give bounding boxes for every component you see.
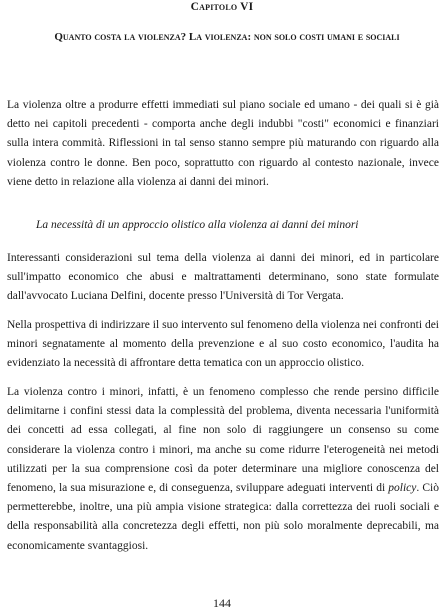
paragraph-second: Interessanti considerazioni sul tema della violenza ai danni dei minori, ed in particolare sull'impatto economico che abusi e maltrattamenti determinano, sono state formulate dall'avvocato Luciana Delfini, docente presso l'Università di Tor Vergata. [7, 252, 439, 303]
paragraph-fourth-part-1: La violenza contro i minori, infatti, è un fenomeno complesso che rende persino difficile delimitarne i confini stessi data la complessità del problema, diventa necessaria l'uniformità dei concetti ad essa collegati, al fine non solo di raggiungere un consenso su come considerare la violenza contro i minori, ma anche su come ridurre l'eterogeneità nei metodi utilizzati per la sua comprensione così da poter determinare una migliore conoscenza del fenomeno, la sua misurazione e, di conseguenza, sviluppare adeguati interventi di [7, 386, 439, 495]
paragraph-intro: La violenza oltre a produrre effetti immediati sul piano sociale ed umano - dei quali si è già detto nei capitoli precedenti - comporta anche degli indubbi "costi" economici e finanziari sulla intera commità. Riflessioni in tal senso stanno sempre più maturando con riguardo alla violenza contro le donne. Ben poco, soprattutto con riguardo al contesto nazionale, invece viene detto in relazione alla violenza ai danni dei minori. [7, 99, 439, 188]
paragraph-fourth-part-2: . Ciò permetterebbe, inoltre, una più ampia visione strategica: dalla correttezza dei ruoli sociali e della responsabilità alla concretezza degli effetti, non più solo moralmente deprecabili, ma economicamente svantaggiosi. [7, 482, 439, 552]
paragraph-fourth-italic-term: policy [388, 482, 417, 495]
page-number: 144 [213, 596, 231, 610]
subsection-heading: La necessità di un approccio olistico alla violenza ai danni dei minori [36, 219, 359, 231]
section-title: Quanto costa la violenza? La violenza: non solo costi umani e sociali [54, 31, 400, 43]
chapter-heading: Capitolo VI [190, 1, 254, 13]
paragraph-fourth [7, 383, 439, 556]
paragraph-third: Nella prospettiva di indirizzare il suo intervento sul fenomeno della violenza nei confronti dei minori segnatamente al momento della prevenzione e al suo costo economico, l'audita ha evidenziato la necessità di affrontare detta tematica con un approccio olistico. [7, 319, 439, 370]
